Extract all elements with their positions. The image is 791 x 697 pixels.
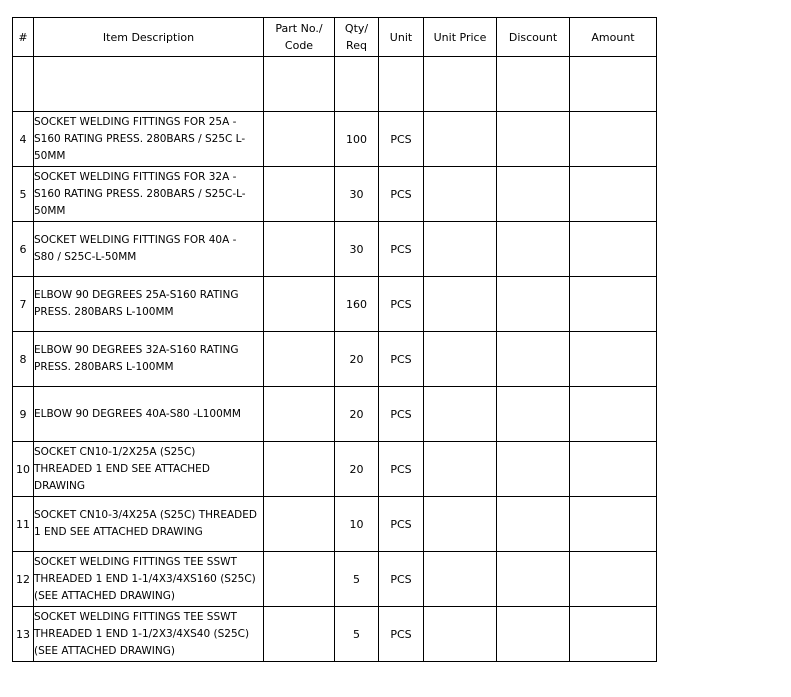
amount-cell bbox=[570, 167, 657, 222]
item-description: ELBOW 90 DEGREES 32A-S160 RATING PRESS. 280BARS L-100MM bbox=[34, 332, 264, 387]
part-no-cell bbox=[264, 332, 335, 387]
header-row bbox=[13, 18, 657, 57]
amount-cell bbox=[570, 497, 657, 552]
unit-price-cell bbox=[424, 552, 497, 607]
item-description: SOCKET WELDING FITTINGS TEE SSWT THREADED 1 END 1-1/2X3/4XS40 (S25C) (SEE ATTACHED DRAWING) bbox=[34, 607, 264, 662]
discount-cell bbox=[497, 57, 570, 112]
col-header-description: Item Description bbox=[34, 18, 264, 57]
part-no-cell bbox=[264, 167, 335, 222]
unit-cell: PCS bbox=[379, 497, 424, 552]
part-no-cell bbox=[264, 552, 335, 607]
row-number: 4 bbox=[13, 112, 34, 167]
row-number: 7 bbox=[13, 277, 34, 332]
item-description: SOCKET WELDING FITTINGS FOR 25A - S160 RATING PRESS. 280BARS / S25C L- 50MM bbox=[34, 112, 264, 167]
col-header-unit: Unit bbox=[379, 18, 424, 57]
qty-cell: 20 bbox=[335, 387, 379, 442]
table-row bbox=[13, 222, 657, 277]
amount-cell bbox=[570, 222, 657, 277]
amount-cell bbox=[570, 387, 657, 442]
unit-cell: PCS bbox=[379, 277, 424, 332]
table-row bbox=[13, 112, 657, 167]
part-no-cell bbox=[264, 112, 335, 167]
unit-price-cell bbox=[424, 57, 497, 112]
item-description bbox=[34, 57, 264, 112]
unit-cell: PCS bbox=[379, 552, 424, 607]
discount-cell bbox=[497, 167, 570, 222]
qty-cell: 5 bbox=[335, 607, 379, 662]
qty-header-line2: Req bbox=[346, 39, 367, 52]
qty-cell: 5 bbox=[335, 552, 379, 607]
part-no-cell bbox=[264, 57, 335, 112]
amount-cell bbox=[570, 112, 657, 167]
row-number: 9 bbox=[13, 387, 34, 442]
qty-cell: 100 bbox=[335, 112, 379, 167]
discount-cell bbox=[497, 222, 570, 277]
unit-cell: PCS bbox=[379, 332, 424, 387]
table-row bbox=[13, 332, 657, 387]
discount-cell bbox=[497, 387, 570, 442]
table-row bbox=[13, 277, 657, 332]
item-description: ELBOW 90 DEGREES 40A-S80 -L100MM bbox=[34, 387, 264, 442]
table-row bbox=[13, 607, 657, 662]
col-header-qty bbox=[335, 18, 379, 57]
discount-cell bbox=[497, 442, 570, 497]
qty-cell bbox=[335, 57, 379, 112]
unit-cell: PCS bbox=[379, 222, 424, 277]
amount-cell bbox=[570, 552, 657, 607]
row-number: 12 bbox=[13, 552, 34, 607]
discount-cell bbox=[497, 277, 570, 332]
unit-price-cell bbox=[424, 497, 497, 552]
item-description: SOCKET WELDING FITTINGS FOR 40A - S80 / S25C-L-50MM bbox=[34, 222, 264, 277]
row-number: 6 bbox=[13, 222, 34, 277]
discount-cell bbox=[497, 607, 570, 662]
table-row bbox=[13, 57, 657, 112]
discount-cell bbox=[497, 112, 570, 167]
unit-cell: PCS bbox=[379, 112, 424, 167]
qty-cell: 10 bbox=[335, 497, 379, 552]
line-items-table bbox=[12, 17, 657, 662]
unit-price-cell bbox=[424, 112, 497, 167]
unit-price-cell bbox=[424, 222, 497, 277]
row-number: 10 bbox=[13, 442, 34, 497]
table-row bbox=[13, 442, 657, 497]
part-no-cell bbox=[264, 387, 335, 442]
table-row bbox=[13, 552, 657, 607]
table-row bbox=[13, 497, 657, 552]
unit-price-cell bbox=[424, 167, 497, 222]
col-header-discount: Discount bbox=[497, 18, 570, 57]
part-no-cell bbox=[264, 497, 335, 552]
qty-header-line1: Qty/ bbox=[344, 22, 369, 35]
part-no-cell bbox=[264, 277, 335, 332]
unit-cell: PCS bbox=[379, 607, 424, 662]
part-header-line2: Code bbox=[284, 39, 314, 52]
col-header-unit-price: Unit Price bbox=[424, 18, 497, 57]
amount-cell bbox=[570, 57, 657, 112]
unit-cell: PCS bbox=[379, 167, 424, 222]
item-description: SOCKET WELDING FITTINGS FOR 32A - S160 RATING PRESS. 280BARS / S25C-L- 50MM bbox=[34, 167, 264, 222]
discount-cell bbox=[497, 552, 570, 607]
part-no-cell bbox=[264, 222, 335, 277]
part-header-line1: Part No./ bbox=[275, 22, 323, 35]
qty-cell: 30 bbox=[335, 167, 379, 222]
amount-cell bbox=[570, 607, 657, 662]
table-row bbox=[13, 387, 657, 442]
discount-cell bbox=[497, 497, 570, 552]
table-row bbox=[13, 167, 657, 222]
row-number: 13 bbox=[13, 607, 34, 662]
amount-cell bbox=[570, 277, 657, 332]
unit-cell: PCS bbox=[379, 387, 424, 442]
unit-cell bbox=[379, 57, 424, 112]
qty-cell: 160 bbox=[335, 277, 379, 332]
col-header-number: # bbox=[13, 18, 34, 57]
col-header-amount: Amount bbox=[570, 18, 657, 57]
part-no-cell bbox=[264, 442, 335, 497]
item-description: SOCKET WELDING FITTINGS TEE SSWT THREADED 1 END 1-1/4X3/4XS160 (S25C) (SEE ATTACHED DRAWING) bbox=[34, 552, 264, 607]
unit-price-cell bbox=[424, 387, 497, 442]
col-header-part-no bbox=[264, 18, 335, 57]
row-number: 11 bbox=[13, 497, 34, 552]
unit-cell: PCS bbox=[379, 442, 424, 497]
item-description: SOCKET CN10-3/4X25A (S25C) THREADED 1 END SEE ATTACHED DRAWING bbox=[34, 497, 264, 552]
unit-price-cell bbox=[424, 332, 497, 387]
row-number: 8 bbox=[13, 332, 34, 387]
item-description: ELBOW 90 DEGREES 25A-S160 RATING PRESS. 280BARS L-100MM bbox=[34, 277, 264, 332]
row-number: 5 bbox=[13, 167, 34, 222]
amount-cell bbox=[570, 442, 657, 497]
item-description: SOCKET CN10-1/2X25A (S25C) THREADED 1 END SEE ATTACHED DRAWING bbox=[34, 442, 264, 497]
discount-cell bbox=[497, 332, 570, 387]
unit-price-cell bbox=[424, 277, 497, 332]
unit-price-cell bbox=[424, 442, 497, 497]
amount-cell bbox=[570, 332, 657, 387]
row-number bbox=[13, 57, 34, 112]
qty-cell: 30 bbox=[335, 222, 379, 277]
qty-cell: 20 bbox=[335, 442, 379, 497]
qty-cell: 20 bbox=[335, 332, 379, 387]
unit-price-cell bbox=[424, 607, 497, 662]
part-no-cell bbox=[264, 607, 335, 662]
